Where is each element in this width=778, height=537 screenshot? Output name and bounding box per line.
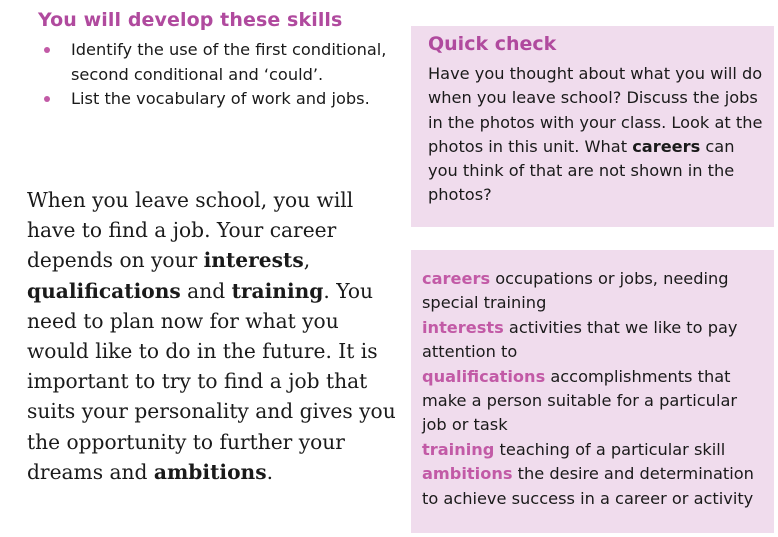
glossary-term: interests xyxy=(422,317,504,337)
intro-text: and xyxy=(180,278,232,303)
intro-term-ambitions: ambitions xyxy=(153,459,267,484)
glossary-box xyxy=(411,250,774,533)
glossary-definition: occupations or jobs, needing special training xyxy=(422,269,729,313)
glossary-entry xyxy=(422,438,764,462)
glossary-entry xyxy=(422,365,764,438)
glossary-term: ambitions xyxy=(422,464,513,484)
intro-term-interests: interests xyxy=(203,248,304,273)
glossary-definition: activities that we like to pay attention to xyxy=(422,317,738,362)
intro-paragraph xyxy=(27,185,397,487)
quick-check-box xyxy=(411,26,774,227)
intro-text: , xyxy=(303,248,311,273)
glossary-entry xyxy=(422,316,764,365)
quick-check-term: careers xyxy=(632,136,701,156)
quick-check-text-part: can you think of that are not shown in the photos? xyxy=(428,136,735,205)
intro-term-qualifications: qualifications xyxy=(27,278,181,303)
bullet-icon xyxy=(44,47,50,53)
skills-heading: You will develop these skills xyxy=(38,9,343,31)
intro-text: . You need to plan now for what you would like to do in the future. It is important to try to find a job that suits your personality and gives you the opportunity to further your dreams and xyxy=(27,278,396,484)
bullet-icon xyxy=(44,96,50,102)
glossary-entry xyxy=(422,462,764,511)
quick-check-title: Quick check xyxy=(428,33,557,55)
quick-check-text xyxy=(428,62,764,208)
skill-text: List the vocabulary of work and jobs. xyxy=(71,89,370,108)
glossary-definition: the desire and determination to achieve success in a career or activity xyxy=(422,464,754,508)
skills-list-item xyxy=(38,38,398,87)
glossary-entry xyxy=(422,267,764,316)
glossary-term: training xyxy=(422,439,495,459)
quick-check-text-part: Have you thought about what you will do when you leave school? Discuss the jobs in the photos with your class. Look at the photos in this unit. What xyxy=(428,64,763,156)
skills-section xyxy=(38,8,398,112)
glossary-term: qualifications xyxy=(422,366,546,386)
skills-list-item xyxy=(38,87,398,112)
skills-list xyxy=(38,38,398,112)
glossary-term: careers xyxy=(422,269,491,288)
glossary-definition: teaching of a particular skill xyxy=(494,439,726,459)
intro-text: . xyxy=(266,459,274,484)
intro-term-training: training xyxy=(231,278,324,303)
intro-text: When you leave school, you will have to find a job. Your career depends on your xyxy=(27,188,354,273)
skill-text: Identify the use of the first conditional, second conditional and ‘could’. xyxy=(71,40,387,84)
glossary-definition: accomplishments that make a person suitable for a particular job or task xyxy=(422,366,738,435)
